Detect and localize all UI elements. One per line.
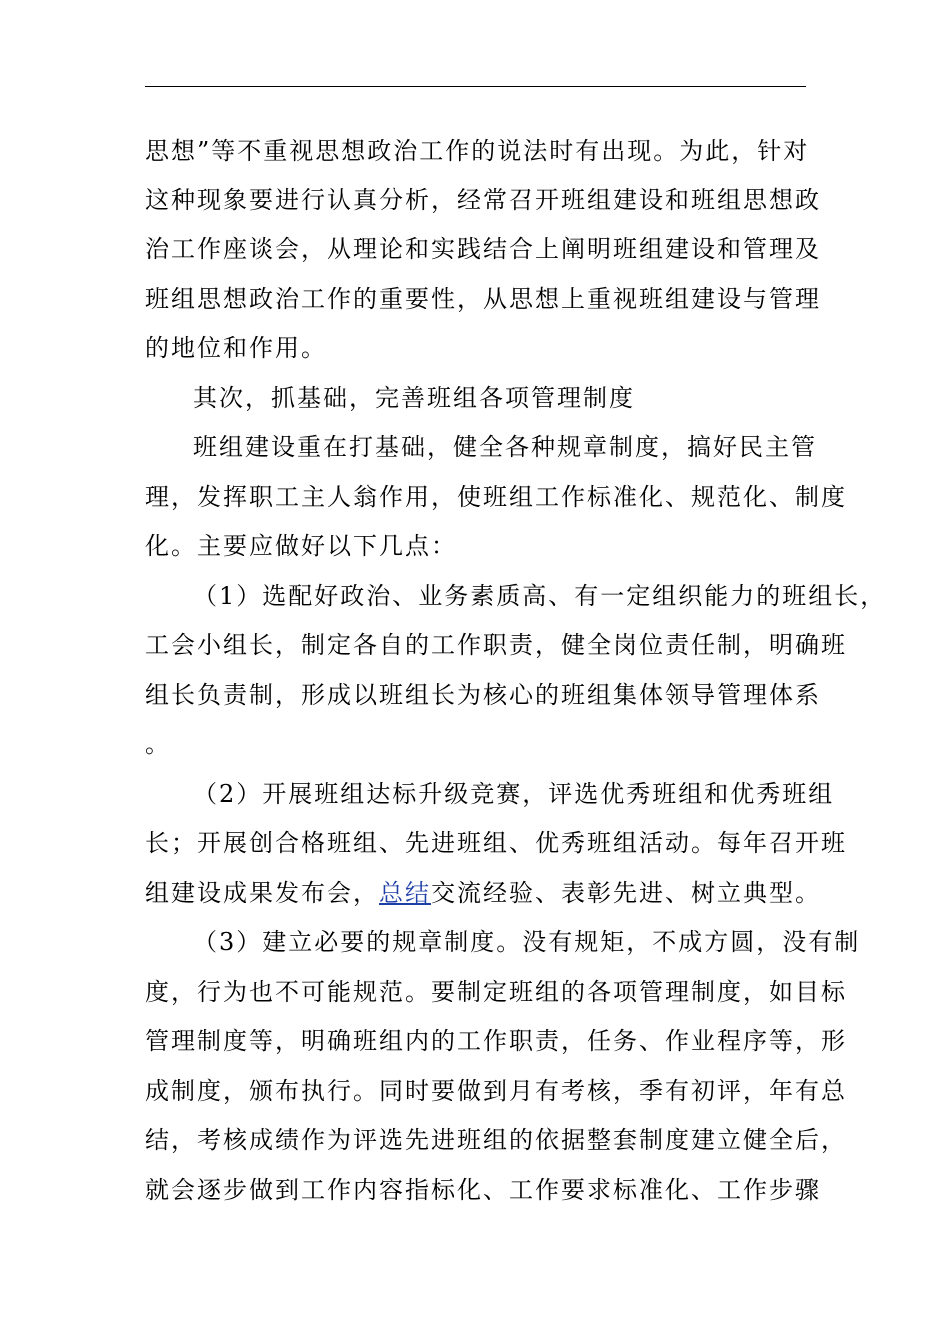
paragraph-line: 班组思想政治工作的重要性，从思想上重视班组建设与管理 [145,285,821,313]
paragraph-line: 。 [145,730,171,758]
paragraph-line: 化。主要应做好以下几点： [145,532,457,560]
section-heading: 其次，抓基础，完善班组各项管理制度 [193,384,635,412]
paragraph-line: 这种现象要进行认真分析，经常召开班组建设和班组思想政 [145,186,821,214]
paragraph-line: 就会逐步做到工作内容指标化、工作要求标准化、工作步骤 [145,1176,821,1204]
paragraph-line: （1）选配好政治、业务素质高、有一定组织能力的班组长， [193,582,887,610]
paragraph-line: 理，发挥职工主人翁作用，使班组工作标准化、规范化、制度 [145,483,847,511]
paragraph-line: 结，考核成绩作为评选先进班组的依据整套制度建立健全后， [145,1126,847,1154]
paragraph-line: 管理制度等，明确班组内的工作职责，任务、作业程序等，形 [145,1027,847,1055]
header-rule [145,86,806,87]
paragraph-line: 班组建设重在打基础，健全各种规章制度，搞好民主管 [193,433,817,461]
paragraph-line: 长；开展创合格班组、先进班组、优秀班组活动。每年召开班 [145,829,847,857]
paragraph-line: 度，行为也不可能规范。要制定班组的各项管理制度，如目标 [145,978,847,1006]
paragraph-line: （2）开展班组达标升级竞赛，评选优秀班组和优秀班组 [193,780,835,808]
paragraph-line: 工会小组长，制定各自的工作职责，健全岗位责任制，明确班 [145,631,847,659]
summary-link[interactable]: 总结 [379,879,431,907]
paragraph-line [145,878,821,908]
paragraph-line: 的地位和作用。 [145,334,327,362]
line-text: 交流经验、表彰先进、树立典型。 [431,879,821,907]
paragraph-line: 思想”等不重视思想政治工作的说法时有出现。为此，针对 [145,137,810,165]
paragraph-line: 治工作座谈会，从理论和实践结合上阐明班组建设和管理及 [145,235,821,263]
paragraph-line: 组长负责制，形成以班组长为核心的班组集体领导管理体系 [145,681,821,709]
paragraph-line: 成制度，颁布执行。同时要做到月有考核，季有初评，年有总 [145,1077,847,1105]
paragraph-line: （3）建立必要的规章制度。没有规矩，不成方圆，没有制 [193,928,861,956]
line-text: 组建设成果发布会， [145,879,379,907]
